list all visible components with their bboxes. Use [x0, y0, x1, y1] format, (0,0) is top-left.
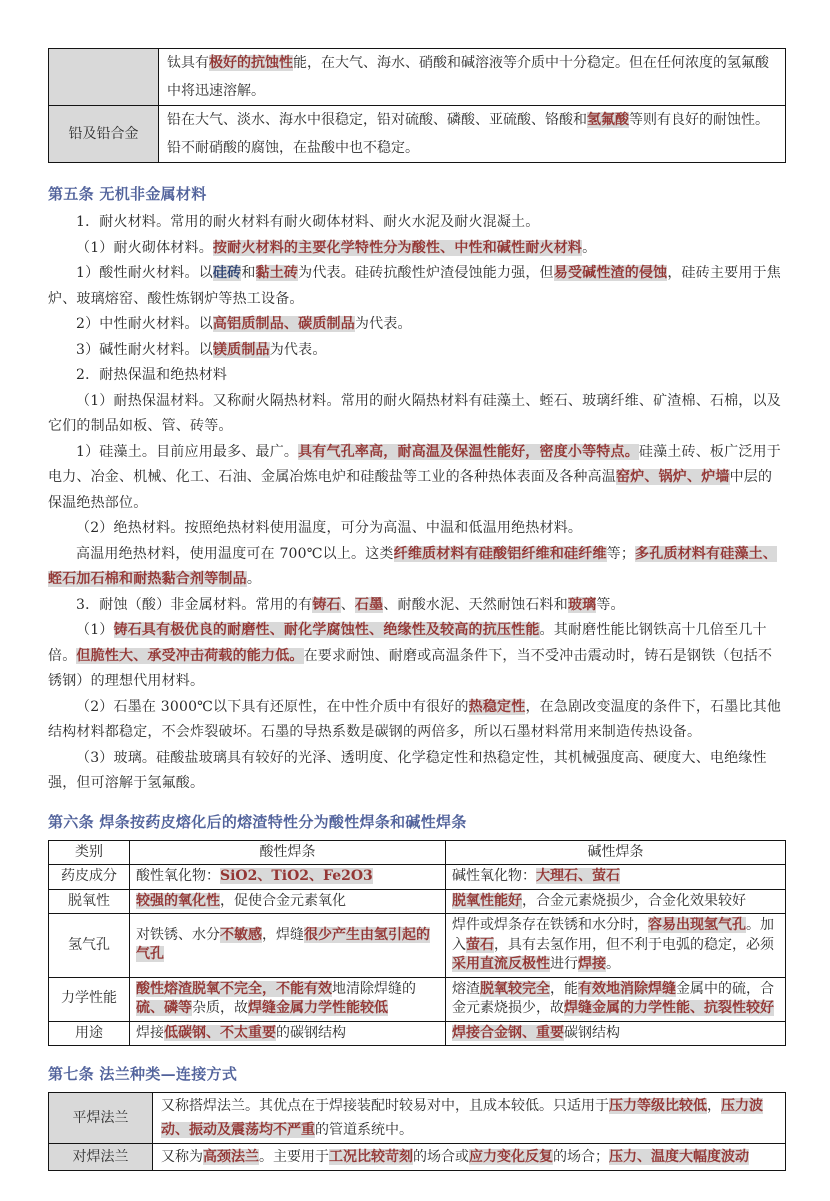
table-row	[49, 106, 786, 163]
text-run: ，具有去氢作用，但不利于电弧的稳定，必须	[494, 936, 774, 953]
paragraph	[48, 516, 786, 542]
highlighted-text: 玻璃	[567, 596, 597, 613]
text-run: 高温用绝热材料，使用温度可在 700℃以上。这类	[76, 545, 394, 562]
text-run: 为代表。	[354, 316, 412, 332]
column-header-acid: 酸性焊条	[130, 840, 446, 865]
text-run: 的管道系统中。	[315, 1122, 413, 1138]
row-label-cell: 力学性能	[49, 977, 130, 1021]
text-run: 又称为	[161, 1149, 203, 1165]
table-row	[49, 1144, 786, 1171]
highlighted-text: 铸石具有极优良的耐磨性、耐化学腐蚀性、绝缘性及较高的抗压性能	[113, 622, 540, 638]
text-run: 又称搭焊法兰。其优点在于焊接装配时较易对中，且成本较低。只适用于	[161, 1098, 609, 1114]
text-run: ，	[707, 1098, 721, 1114]
highlighted-text: 焊缝金属力学性能较低	[248, 1000, 388, 1016]
highlighted-text: 脱氧较完全	[480, 980, 550, 997]
paragraph	[48, 363, 786, 389]
text-run: ，能	[550, 980, 578, 997]
text-run: 金属中的硫，合金元素烧损少，故	[452, 980, 774, 1016]
section5-heading: 第五条 无机非金属材料	[48, 185, 207, 203]
highlighted-text: 焊接	[578, 956, 606, 972]
text-run: 为代表。硅砖抗酸性炉渣侵蚀能力强，但	[298, 265, 554, 281]
highlighted-text: 铸石	[312, 596, 341, 613]
highlighted-text: 容易出现氢气孔	[648, 917, 746, 933]
row-label-cell: 对焊法兰	[49, 1144, 153, 1171]
text-run: ，硅砖主要用于焦炉、玻璃熔窑、酸性炼钢炉等热工设备。	[48, 265, 781, 307]
text-run: 2）中性耐火材料。以	[76, 316, 213, 332]
text-run: 。	[606, 956, 620, 972]
text-run: 、	[340, 596, 355, 613]
paragraph	[48, 210, 786, 236]
text-run: 、耐酸水泥、天然耐蚀石料和	[383, 596, 568, 613]
row-label-cell: 平焊法兰	[49, 1093, 153, 1144]
text-run: 杂质，故	[192, 1000, 248, 1016]
acid-cell	[130, 977, 446, 1021]
highlighted-text: 高铝质制品、碳质制品	[212, 316, 355, 332]
highlighted-text: 萤石	[466, 936, 494, 953]
highlighted-text: 热稳定性	[468, 698, 526, 715]
metal-corrosion-table	[48, 48, 786, 163]
acid-cell	[130, 914, 446, 978]
text-run: ，在急剧改变温度的条件下，石墨比其他结构材料都稳定，不会炸裂破坏。石墨的导热系数是碳钢的两倍多，所以石墨材料常用来制造传热设备。	[48, 698, 782, 740]
paragraph	[48, 236, 786, 262]
text-run: 等。	[596, 596, 625, 613]
row-label-cell: 脱氧性	[49, 889, 130, 914]
highlighted-text: 高颈法兰	[203, 1149, 259, 1165]
column-header-category: 类别	[49, 840, 130, 865]
table-row	[49, 889, 786, 914]
text-run: （1）耐热保温材料。又称耐火隔热材料。常用的耐火隔热材料有硅藻土、蛭石、玻璃纤维、矿渣棉、石棉，以及它们的制品如板、管、砖等。	[48, 392, 781, 434]
row-label-cell: 用途	[49, 1021, 130, 1046]
text-run: 中层的保温绝热部位。	[48, 469, 773, 511]
row-label-cell: 药皮成分	[49, 865, 130, 890]
paragraph	[48, 593, 786, 619]
highlighted-text: 镁质制品	[212, 341, 270, 358]
row-label-cell: 氢气孔	[49, 914, 130, 978]
acid-cell	[130, 889, 446, 914]
alkaline-cell	[446, 977, 786, 1021]
acid-cell	[130, 1021, 446, 1046]
paragraph	[48, 542, 786, 593]
alkaline-cell	[446, 1021, 786, 1046]
highlighted-text: 不敏感	[220, 926, 262, 943]
text-run: 硅藻土砖、板广泛用于电力、冶金、机械、化工、石油、金属冶炼电炉和硅酸盐等工业的各种热体表面及各种高温	[48, 443, 781, 485]
text-run: 1）硅藻土。目前应用最多、最广。	[76, 443, 299, 460]
row-content-cell	[153, 1093, 786, 1144]
highlighted-text: 按耐火材料的主要化学特性分为酸性、中性和碱性耐火材料	[212, 239, 583, 256]
text-run: 1）酸性耐火材料。以	[76, 265, 213, 281]
highlighted-text: 石墨	[354, 596, 384, 613]
text-run: 熔渣	[452, 980, 480, 997]
highlighted-text: 压力波动、振动及震荡均不严重	[161, 1098, 763, 1138]
paragraph	[48, 338, 786, 364]
text-run: （3）玻璃。硅酸盐玻璃具有较好的光泽、透明度、化学稳定性和热稳定性，其机械强度高、硬度大、电绝缘性强，但可溶解于氢氟酸。	[48, 749, 767, 791]
table-row	[49, 977, 786, 1021]
text-run: 的场合；	[553, 1149, 609, 1165]
text-run: 等则有良好的耐蚀性。铅不耐硝酸的腐蚀，在盐酸中也不稳定。	[167, 112, 769, 156]
section6-heading: 第六条 焊条按药皮熔化后的熔渣特性分为酸性焊条和碱性焊条	[48, 812, 467, 831]
highlighted-text: 压力、温度大幅度波动	[609, 1149, 749, 1165]
welding-rod-table	[48, 840, 786, 1047]
text-run: 和	[241, 265, 256, 281]
text-run: 在要求耐蚀、耐磨或高温条件下，当不受冲击震动时，铸石是钢铁（包括不锈钢）的理想代用材料。	[48, 647, 773, 689]
text-run: 碱性氧化物：	[452, 868, 536, 884]
text-run: 2．耐热保温和绝热材料	[76, 367, 228, 383]
paragraph	[48, 746, 786, 797]
text-run: 铅在大气、淡水、海水中很稳定，铅对硫酸、磷酸、亚硫酸、铬酸和	[167, 112, 587, 128]
row-label-cell: 铅及铅合金	[49, 106, 159, 163]
highlighted-text: 工况比较苛刻	[329, 1149, 413, 1165]
text-run: 。其耐磨性能比钢铁高十几倍至几十倍。	[48, 622, 767, 664]
text-run: 等；	[606, 545, 636, 562]
highlighted-text: 脱氧性能好	[452, 892, 522, 909]
text-run: 。主要用于	[259, 1149, 329, 1165]
text-run: 为代表。	[269, 341, 327, 358]
alkaline-cell	[446, 865, 786, 890]
text-run: （2）石墨在 3000℃以下具有还原性，在中性介质中有很好的	[76, 698, 469, 715]
row-content-cell	[159, 49, 786, 106]
highlighted-text: 大理石、萤石	[536, 868, 620, 884]
text-run: （2）绝热材料。按照绝热材料使用温度，可分为高温、中温和低温用绝热材料。	[76, 520, 583, 536]
text-run: 。	[582, 239, 597, 256]
highlighted-text: 黏土砖	[255, 265, 299, 281]
text-run: 的场合或	[413, 1149, 469, 1165]
text-run: 3．耐蚀（酸）非金属材料。常用的有	[76, 596, 313, 613]
paragraph	[48, 261, 786, 312]
text-run: 1．耐火材料。常用的耐火材料有耐火砌体材料、耐火水泥及耐火混凝土。	[76, 214, 540, 230]
table-row	[49, 1093, 786, 1144]
highlighted-text: 压力等级比较低	[609, 1098, 707, 1114]
paragraph	[48, 440, 786, 517]
table-row	[49, 1021, 786, 1046]
text-run: ，促使合金元素氧化	[220, 892, 346, 909]
highlighted-text: 应力变化反复	[469, 1149, 553, 1165]
alkaline-cell	[446, 889, 786, 914]
row-label-cell	[49, 49, 159, 106]
paragraph	[48, 618, 786, 695]
highlighted-text: 较强的氧化性	[136, 892, 220, 909]
table-header-row	[49, 840, 786, 865]
table-row	[49, 865, 786, 890]
text-run: 地清除焊缝的	[332, 980, 416, 997]
acid-cell	[130, 865, 446, 890]
text-run: ，合金元素烧损少，合金化效果较好	[522, 892, 746, 909]
highlighted-text: 硫、磷等	[136, 1000, 192, 1016]
paragraph	[48, 312, 786, 338]
text-run: ，焊缝	[262, 926, 304, 943]
text-run: 钛具有	[167, 55, 209, 71]
highlighted-text: 具有气孔率高，耐高温及保温性能好，密度小等特点。	[298, 443, 639, 460]
highlighted-text: 有效地消除焊缝	[578, 980, 676, 997]
text-run: 。加入	[452, 917, 774, 953]
text-run: 。	[246, 571, 262, 587]
row-content-cell	[159, 106, 786, 163]
section7-heading: 第七条 法兰种类—连接方式	[48, 1065, 238, 1083]
text-run: 碳钢结构	[564, 1024, 620, 1041]
row-content-cell	[153, 1144, 786, 1171]
alkaline-cell	[446, 914, 786, 978]
text-run: 进行	[550, 956, 578, 972]
paragraph	[48, 695, 786, 746]
column-header-alkaline: 碱性焊条	[446, 840, 786, 865]
highlighted-text: 很少产生由氢引起的气孔	[136, 926, 430, 963]
text-run: 3）碱性耐火材料。以	[76, 341, 213, 358]
text-run: （1）耐火砌体材料。	[76, 239, 213, 256]
highlighted-text: 酸性熔渣脱氧不完全，不能有效	[136, 980, 332, 997]
highlighted-text: 纤维质材料有硅酸铝纤维和硅纤维	[393, 545, 607, 562]
highlighted-text: 窑炉、锅炉、炉墙	[616, 469, 730, 485]
flange-table	[48, 1092, 786, 1171]
highlighted-text: 易受碱性渣的侵蚀	[553, 265, 668, 281]
highlighted-text: 极好的抗蚀性	[209, 55, 293, 71]
text-run: 焊接	[136, 1024, 164, 1041]
text-run: 能，在大气、海水、硝酸和碱溶液等介质中十分稳定。但在任何浓度的氢氟酸中将迅速溶解。	[167, 55, 769, 99]
text-run: 酸性氧化物：	[136, 868, 220, 884]
highlighted-text: 多孔质材料有硅藻土、蛭石加石棉和耐热黏合剂等制品	[48, 545, 778, 587]
table-row	[49, 914, 786, 978]
text-run: 焊件或焊条存在铁锈和水分时，	[452, 917, 648, 933]
text-run: （1）	[76, 622, 114, 638]
highlighted-text: 但脆性大、承受冲击荷载的能力低。	[76, 647, 304, 664]
text-run: 对铁锈、水分	[136, 926, 220, 943]
highlighted-text: 焊缝金属的力学性能、抗裂性较好	[564, 1000, 774, 1016]
highlighted-text: 硅砖	[212, 265, 242, 281]
highlighted-text: 采用直流反极性	[452, 956, 550, 972]
highlighted-text: SiO2、TiO2、Fe2O3	[220, 868, 373, 884]
text-run: 的碳钢结构	[276, 1024, 346, 1041]
highlighted-text: 焊接合金钢、重要	[452, 1024, 564, 1041]
highlighted-text: 氢氟酸	[587, 112, 629, 128]
table-row	[49, 49, 786, 106]
highlighted-text: 低碳钢、不太重要	[164, 1024, 276, 1041]
paragraph	[48, 389, 786, 440]
